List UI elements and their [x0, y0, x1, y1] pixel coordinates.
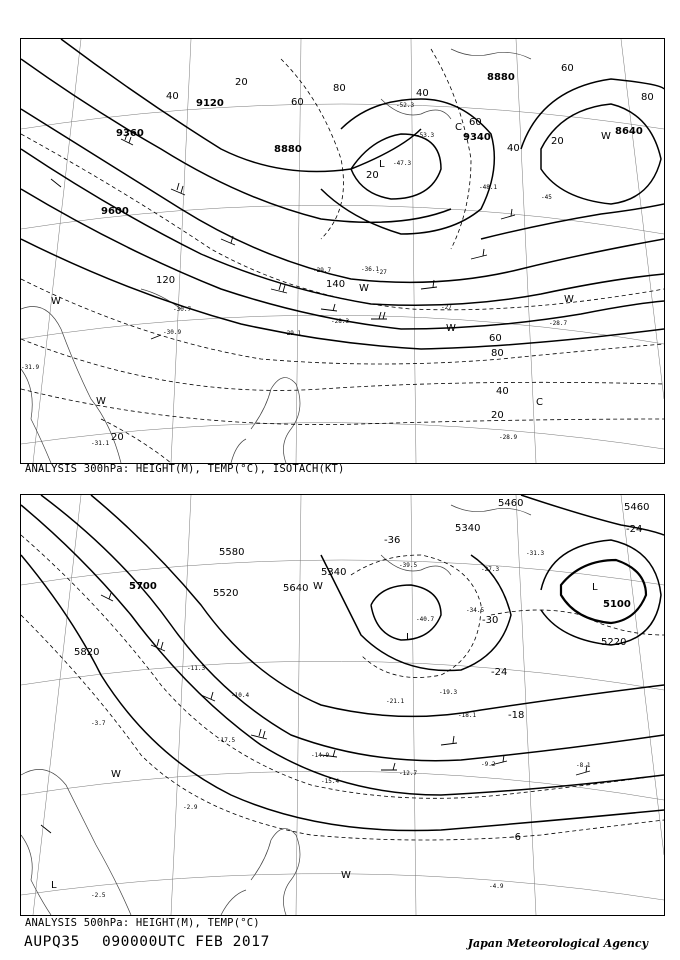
- isotherm-label: -30: [482, 615, 499, 626]
- isotherm-label: -18: [508, 710, 525, 721]
- isotherms: [21, 49, 664, 463]
- map-300hpa: [20, 38, 665, 464]
- isotach-label: 60: [469, 117, 482, 128]
- height-label: 9120: [196, 98, 224, 109]
- caption-500hpa: ANALYSIS 500hPa: HEIGHT(M), TEMP(°C): [25, 917, 260, 929]
- station-temp: -9.2: [481, 761, 496, 768]
- center-mark: L: [592, 582, 598, 593]
- center-mark: C: [455, 122, 462, 133]
- station-temp: -31.9: [21, 364, 40, 371]
- station-temp: -39.5: [399, 562, 418, 569]
- isotach-label: 40: [166, 91, 179, 102]
- station-temp: -28.3: [331, 318, 350, 325]
- isotach-label: 80: [641, 92, 654, 103]
- station-temp: -10.4: [231, 692, 250, 699]
- center-marks: [51, 122, 611, 408]
- station-temp: -27: [441, 304, 452, 311]
- chart-footer: [24, 934, 270, 950]
- center-mark: W: [313, 581, 323, 592]
- station-temp: -31.1: [91, 440, 110, 447]
- height-label: 5100: [603, 599, 631, 610]
- station-temp: -3.7: [91, 720, 106, 727]
- height-label: 8880: [487, 72, 515, 83]
- map-500hpa: [20, 494, 665, 916]
- station-temp: -27.3: [481, 566, 500, 573]
- height-label: 5820: [74, 647, 100, 658]
- station-temp: -4.9: [489, 883, 504, 890]
- isotherm-label: -24: [626, 524, 643, 535]
- station-temp: -53.3: [416, 132, 435, 139]
- station-temp: -18.1: [458, 712, 477, 719]
- isotach-label: 20: [235, 77, 248, 88]
- graticule: [21, 39, 664, 463]
- isotach-label: 140: [326, 279, 346, 290]
- isotach-label: 20: [491, 410, 504, 421]
- isotherm-label: -24: [491, 667, 508, 678]
- isotach-label: 80: [491, 348, 504, 359]
- valid-time: 090000UTC FEB 2017: [101, 934, 270, 950]
- height-label: 5580: [219, 547, 245, 558]
- station-temp: -45: [541, 194, 552, 201]
- station-temp: -28.9: [499, 434, 518, 441]
- station-temp: -48.1: [479, 184, 498, 191]
- isotach-label: 60: [561, 63, 574, 74]
- center-mark: L: [406, 632, 412, 643]
- coastlines: [21, 505, 531, 915]
- center-mark: L: [51, 880, 57, 891]
- height-label: 5340: [455, 523, 481, 534]
- height-label: 5520: [213, 588, 239, 599]
- isotach-label: 40: [496, 386, 509, 397]
- station-temps: [91, 550, 591, 899]
- station-temp: -29.1: [283, 330, 302, 337]
- caption-300hpa: ANALYSIS 300hPa: HEIGHT(M), TEMP(°C), ISOTACH(KT): [25, 463, 345, 475]
- center-mark: W: [341, 870, 351, 881]
- height-label: 5700: [129, 581, 157, 592]
- station-temp: -8.1: [576, 762, 591, 769]
- isotherms: [21, 535, 664, 840]
- station-temp: -28.7: [549, 320, 568, 327]
- station-temp: -29.7: [313, 267, 332, 274]
- station-temp: -30.7: [173, 306, 192, 313]
- center-mark: W: [601, 131, 611, 142]
- isotach-label: 20: [111, 432, 124, 443]
- height-label: 9360: [116, 128, 144, 139]
- station-temp: -2.5: [91, 892, 106, 899]
- height-label: 9600: [101, 206, 129, 217]
- station-temp: -15.4: [321, 778, 340, 785]
- isotach-label: 40: [416, 88, 429, 99]
- center-mark: W: [51, 296, 61, 307]
- station-temp: -2.9: [183, 804, 198, 811]
- station-temp: -14.9: [311, 752, 330, 759]
- center-marks: [51, 581, 598, 891]
- map-500hpa-canvas: [21, 495, 664, 915]
- station-temp: -11.3: [187, 665, 206, 672]
- station-temp: -30.9: [163, 329, 182, 336]
- height-label: 5460: [498, 498, 524, 509]
- center-mark: W: [111, 769, 121, 780]
- height-labels: [74, 498, 649, 658]
- station-temp: -36.1: [361, 266, 380, 273]
- station-temp: -47.3: [393, 160, 412, 167]
- height-label: 8640: [615, 126, 643, 137]
- station-temp: -31.3: [526, 550, 545, 557]
- station-temp: -52.3: [396, 102, 415, 109]
- map-300hpa-canvas: [21, 39, 664, 463]
- center-mark: W: [564, 294, 574, 305]
- center-mark: W: [359, 283, 369, 294]
- height-label: 8880: [274, 144, 302, 155]
- height-contours: [21, 495, 664, 831]
- center-mark: L: [379, 159, 385, 170]
- height-label: 9340: [463, 132, 491, 143]
- agency-name: Japan Meteorological Agency: [467, 937, 648, 950]
- station-temp: -40.7: [416, 616, 435, 623]
- center-mark: W: [96, 396, 106, 407]
- center-mark: C: [536, 397, 543, 408]
- isotach-label: 60: [291, 97, 304, 108]
- isotach-label: 80: [333, 83, 346, 94]
- isotherm-label: -6: [511, 832, 521, 843]
- height-label: 5640: [283, 583, 309, 594]
- station-temp: -21.1: [386, 698, 405, 705]
- height-label: 5340: [321, 567, 347, 578]
- height-label: 5460: [624, 502, 650, 513]
- chart-code: AUPQ35: [24, 934, 80, 950]
- center-mark: W: [446, 323, 456, 334]
- isotach-label: 120: [156, 275, 176, 286]
- isotach-label: 20: [551, 136, 564, 147]
- graticule: [21, 495, 664, 915]
- isotherm-label: -36: [384, 535, 401, 546]
- station-temp: -12.7: [399, 770, 418, 777]
- station-temp: -27: [376, 269, 387, 276]
- isotach-label: 20: [366, 170, 379, 181]
- isotach-label: 40: [507, 143, 520, 154]
- height-label: 5220: [601, 637, 627, 648]
- isotach-label: 60: [489, 333, 502, 344]
- station-temp: -17.5: [217, 737, 236, 744]
- isotach-labels: [111, 63, 654, 443]
- station-temp: -19.3: [439, 689, 458, 696]
- station-temp: -34.5: [466, 607, 485, 614]
